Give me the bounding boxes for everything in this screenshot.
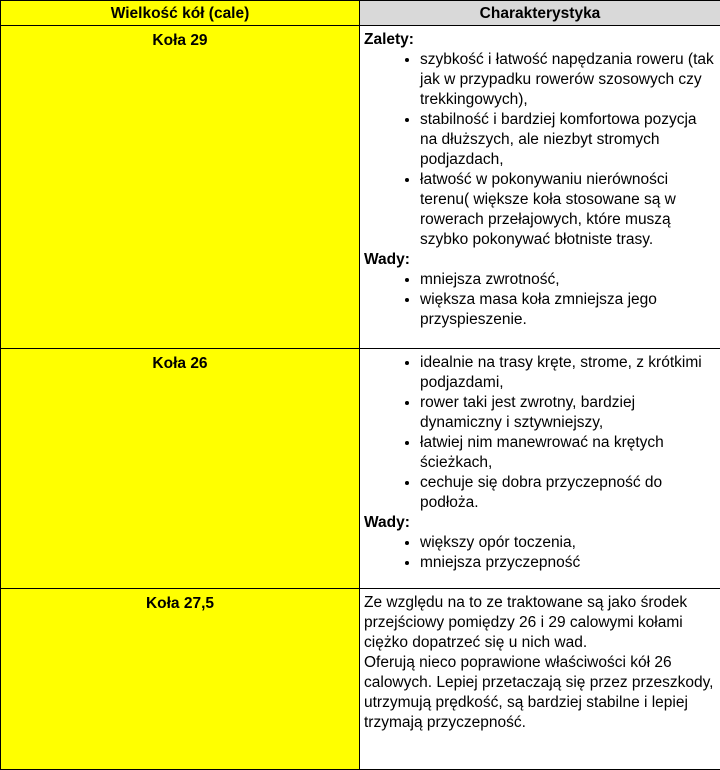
cons-label: Wady: <box>364 513 714 533</box>
characteristics-cell <box>360 26 720 349</box>
wheel-size-cell: Koła 29 <box>1 26 360 349</box>
list-item: • większy opór toczenia, <box>420 533 714 553</box>
list-item: • rower taki jest zwrotny, bardziej dynamiczny i sztywniejszy, <box>420 393 714 433</box>
table-row <box>1 589 720 770</box>
wheel-size-cell: Koła 27,5 <box>1 589 360 770</box>
list-item: • łatwiej nim manewrować na krętych ścieżkach, <box>420 433 714 473</box>
pros-label: Zalety: <box>364 30 714 50</box>
description-paragraph: Oferują nieco poprawione właściwości kół 26 calowych. Lepiej przetaczają się przez przeszkody, utrzymują prędkość, są bardziej stabilne i lepiej trzymają przyczepność. <box>364 653 714 733</box>
wheel-size-cell: Koła 26 <box>1 349 360 589</box>
table-header-row <box>1 1 720 26</box>
list-item: • cechuje się dobra przyczepność do podłoża. <box>420 473 714 513</box>
cons-list <box>364 270 714 330</box>
list-item: • szybkość i łatwość napędzania roweru (tak jak w przypadku rowerów szosowych czy trekkingowych), <box>420 50 714 110</box>
pros-list <box>364 50 714 250</box>
header-characteristics: Charakterystyka <box>360 1 720 26</box>
characteristics-cell <box>360 349 720 589</box>
description-paragraph: Ze względu na to ze traktowane są jako środek przejściowy pomiędzy 26 i 29 calowymi kołami ciężko dopatrzeć się u nich wad. <box>364 593 714 653</box>
list-item: • stabilność i bardziej komfortowa pozycja na dłuższych, ale niezbyt stromych podjazdach, <box>420 110 714 170</box>
characteristics-cell <box>360 589 720 770</box>
header-wheel-size: Wielkość kół (cale) <box>1 1 360 26</box>
table-row <box>1 349 720 589</box>
pros-list <box>364 353 714 513</box>
list-item: • mniejsza przyczepność <box>420 553 714 573</box>
list-item: • idealnie na trasy kręte, strome, z krótkimi podjazdami, <box>420 353 714 393</box>
list-item: • łatwość w pokonywaniu nierówności terenu( większe koła stosowane są w rowerach przełajowych, które muszą szybko pokonywać błotniste trasy. <box>420 170 714 250</box>
list-item: • większa masa koła zmniejsza jego przyspieszenie. <box>420 290 714 330</box>
list-item: • mniejsza zwrotność, <box>420 270 714 290</box>
cons-label: Wady: <box>364 250 714 270</box>
table-row <box>1 26 720 349</box>
cons-list <box>364 533 714 573</box>
